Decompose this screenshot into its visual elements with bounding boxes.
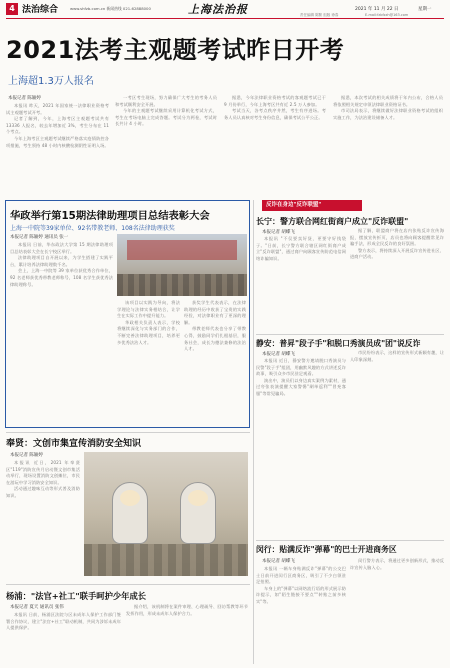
minhang-col-2 (350, 558, 444, 664)
editor-line: 责任编辑 陈默 组版 徐春 (300, 13, 339, 17)
anti-fraud-tag-label: 反诈在身边"反诈联盟" (266, 202, 322, 208)
huazheng-byline: 本报记者 陈颖婷 通讯员 张一 (10, 235, 69, 240)
yangpu-col-1 (6, 612, 121, 664)
crowd-strip (84, 544, 248, 576)
mascot-left-face (120, 490, 140, 506)
yangpu-byline: 本报记者 夏天 通讯员 张伟 (10, 605, 64, 610)
minhang-text-p1: 本报讯 一辆车身贴满反诈"弹幕"的公交巴士日前开进闵行区商务区，吸引了不少白领驻足拍照。 (256, 566, 346, 585)
yangpu-headline: 杨浦："法官+社工"联手呵护少年成长 (6, 591, 147, 601)
lead-col-1-p3: 今年上海考区主观题考试继续严格落实疫情防控各项措施，考生须持 48 小时内核酸检测阴性证明入场。 (6, 135, 109, 148)
lead-col-3 (224, 95, 326, 199)
jingan-col-1 (256, 358, 346, 538)
jingan-byline: 本报记者 胡蝶飞 (262, 352, 295, 357)
lead-col-1 (6, 103, 109, 199)
huazheng-col-2-p2: 华政相关负责人表示，学校将继续深化与实务部门的合作，不断完善法律助理项目，培养更多优秀法治人才。 (117, 319, 180, 345)
huazheng-subtitle: 上海一中院等39家单位、92名带教老师、108名法律助理获奖 (10, 225, 175, 232)
minhang-byline: 本报记者 胡蝶飞 (262, 559, 295, 564)
fengxian-text-p1: 本报讯 近日，2021 年奉贤区"119"消防宣传月启动暨文创市集活动举行，现场设置消防文创摊位，市民在游玩中学习消防安全知识。 (6, 460, 80, 485)
changning-col-2 (350, 228, 444, 332)
lead-col-2 (115, 95, 217, 199)
jingan-text-p1: 本报讯 近日，静安警方邀请脱口秀演员与民警"段子手"组团，用幽默风趣的方式讲述反诈故事，吸引众多市民驻足观看。 (256, 358, 346, 377)
masthead (0, 0, 450, 20)
section-divider-4 (256, 540, 444, 541)
jingan-headline: 静安：普昇"段子手"和脱口秀演员成"团"说反诈 (256, 339, 421, 348)
lead-col-2-p1: 一考区考生现场，努力确保广大考生的考务人员和考试顺利安全开展。 (115, 95, 217, 107)
section-divider-1 (6, 432, 250, 433)
section-title: 法治综合 (22, 5, 59, 15)
minhang-headline: 闵行：贴满反诈"弹幕"的巴士开进商务区 (256, 545, 397, 554)
fengxian-headline: 奉贤：文创市集宣传消防安全知识 (6, 439, 142, 449)
fengxian-text (6, 460, 80, 578)
lead-byline: 本报记者 陈颖婷 (8, 96, 41, 101)
lead-col-1-p1: 本报讯 昨天，2021 年国家统一法律职业资格考试主观题考试开考。 (6, 103, 109, 115)
column-divider (253, 200, 254, 664)
fengxian-text-p2: 活动通过趣味互动等形式普及消防知识。 (6, 486, 80, 498)
lead-col-3-p2: 考试当天，各考点秩序井然，考生有序进场。考务人员认真核对考生身份信息，确保考试公平公正。 (224, 108, 326, 120)
huazheng-col-1-p3: 会上，上海一中院等 39 家单位获优秀合作单位，92 名老师获优秀带教老师称号，108 名学生获优秀法律助理称号。 (10, 268, 113, 287)
issue-weekday: 星期一 (418, 7, 432, 12)
yangpu-text-p2: 据介绍，该机制将在案件审理、心理疏导、回访帮教等环节发挥作用，形成未成年人保护合力。 (126, 604, 248, 616)
lead-col-3-p1: 据悉，今年法律职业资格考试的客观题考试已于 9 月份举行，今年上海考区共有近 2.5 万人参加。 (224, 95, 326, 107)
stage-banner (127, 240, 237, 260)
huazheng-col-1 (10, 242, 113, 424)
huazheng-col-3-p2: 带教老师代表也分享了带教心得，鼓励同学们扎根基层，服务社会，成长为德法兼修的法治人才。 (184, 326, 246, 352)
minhang-col-1 (256, 566, 346, 664)
paper-logo: 上海法治报 (188, 3, 248, 16)
section-divider-3 (256, 334, 444, 335)
audience-row (117, 274, 247, 296)
changning-text-p3: 警方表示，将持续深入开展反诈宣传进社区、进商户活动。 (350, 247, 444, 260)
page-number-badge: 4 (6, 3, 18, 15)
yangpu-col-2 (126, 604, 248, 664)
lead-col-4-p2: 市司法局表示，将继续做好法律职业资格考试的组织实施工作，为法治建设储备人才。 (333, 108, 443, 120)
huazheng-col-1-p1: 本报讯 日前，华东政法大学第 15 期法律助理项目总结表彰大会在长宁校区举行。 (10, 242, 113, 254)
changning-byline: 本报记者 胡蝶飞 (262, 230, 295, 235)
mascot-right-face (188, 490, 208, 506)
huazheng-headline: 华政举行第15期法律助理项目总结表彰大会 (10, 210, 210, 222)
minhang-text-p2: 车身上的"弹幕"以网络流行语的形式展示防诈提示，如"陌生链接不要点""转账之前多核实"等。 (256, 585, 346, 604)
website-line: www.shfzb.com.cn 新闻热线 021-62888000 (70, 6, 151, 11)
lead-col-4 (333, 95, 443, 199)
changning-text-p2: 据了解，联盟商户将在店内张贴反诈宣传海报，摆放宣传折页，店员也将向顾客提醒常见诈骗手法，形成全民反诈的良好氛围。 (350, 228, 444, 247)
jingan-text-p3: 市民纷纷表示，这样的宣传形式新颖有趣，让人印象深刻。 (350, 350, 444, 362)
lead-headline: 2021法考主观题考试昨日开考 (6, 36, 345, 64)
anti-fraud-tag (262, 200, 362, 211)
changning-col-1 (256, 236, 346, 332)
lead-col-1-p2: 记者了解到，今年，上海考区主观题考试共有 13336 人报名，较去年增加近 3%，考生分布在 11 个考点。 (6, 116, 109, 135)
fengxian-photo (84, 452, 248, 576)
huazheng-col-2-p1: 该项目以实践为导向，将法学理论与法律实务相结合，让学生在实际工作中提升能力。 (117, 300, 180, 319)
lead-col-2-p2: 今年的主观题考试继续采用计算机化考试方式，考生在考场电脑上完成答题。考试分为两卷，考试时长共计 4 小时。 (115, 108, 217, 127)
huazheng-photo (117, 234, 247, 296)
changning-text-p1: 本报讯 "不仅要卖好货，更要守好钱袋子。"日前，长宁警方联合辖区网红街商户成立"反诈联盟"，通过商户向顾客宣传防范电信网络诈骗知识。 (256, 236, 346, 261)
huazheng-col-3-p1: 获奖学生代表表示，在法律助理的经历中收获了宝贵的实践经验，对法律职业有了更深的理解。 (184, 300, 246, 325)
changning-headline: 长宁：警方联合网红街商户成立"反诈联盟" (256, 217, 409, 226)
fengxian-byline: 本报记者 陈颖婷 (10, 453, 43, 458)
lead-subtitle: 上海超1.3万人报名 (8, 76, 94, 87)
minhang-text-p3: 闵行警方表示，将通过更多创新形式，推动反诈宣传入脑入心。 (350, 558, 444, 570)
huazheng-col-2 (117, 300, 180, 424)
masthead-rule (6, 18, 444, 19)
jingan-text-p2: 演出中，演员们以身边真实案例为素材，通过夸张表演提醒大家警惕"刷单返利""冒充客服"等常见骗局。 (256, 377, 346, 396)
issue-date: 2021 年 11 月 22 日 (355, 7, 399, 12)
yangpu-text-p1: 本报讯 日前，杨浦区法院与区未成年人保护工作部门签署合作协议，建立"法官+社工"联动机制，共同为涉诉未成年人提供保护。 (6, 612, 121, 631)
huazheng-col-1-p2: 法律助理项目自开展以来，为学生搭建了实践平台，累计培养法律助理数千名。 (10, 255, 113, 267)
lead-col-4-p1: 据悉，本次考试的相关成绩将于年内公布，合格人员将依照相关规定申领法律职业资格证书。 (333, 95, 443, 107)
jingan-col-2 (350, 350, 444, 538)
email-line: E-mail:fzbfzzh@163.com (365, 13, 409, 17)
huazheng-col-3 (184, 300, 246, 424)
section-divider-2 (6, 584, 250, 585)
